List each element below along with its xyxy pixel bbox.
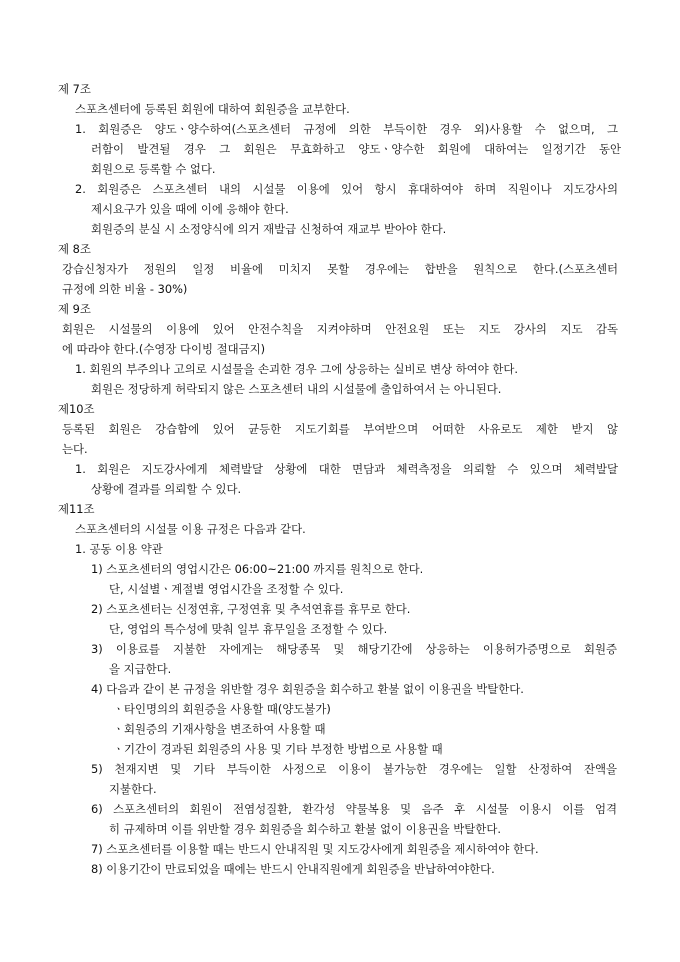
article-11-item-4-bullet-3: ㆍ기간이 경과된 회원증의 사용 및 기타 부정한 방법으로 사용할 때: [113, 742, 443, 756]
article-11-item-2-line-1: 2) 스포츠센터는 신정연휴, 구정연휴 및 추석연휴를 휴무로 한다.: [91, 602, 411, 616]
article-7-item-2-line-1: 2. 회원증은 스포츠센터 내의 시설물 이용에 있어 항시 휴대하여야 하며 직원이나 지도강사의: [75, 182, 618, 196]
article-7-heading: 제 7조: [58, 82, 91, 96]
article-9-item-1-line-2: 회원은 정당하게 허락되지 않은 스포츠센터 내의 시설물에 출입하여서 는 아니된다.: [91, 382, 502, 396]
article-10-item-1-line-1: 1. 회원은 지도강사에게 체력발달 상황에 대한 면담과 체력측정을 의뢰할 수 있으며 체력발달: [75, 462, 618, 476]
article-9-item-1-line-1: 1. 회원의 부주의나 고의로 시설물을 손괴한 경우 그에 상응하는 실비로 변상 하여야 한다.: [75, 362, 519, 376]
article-11-item-7: 7) 스포츠센터를 이용할 때는 반드시 안내직원 및 지도강사에게 회원증을 제시하여야 한다.: [91, 842, 539, 856]
article-7-item-1-line-1: 1. 회원증은 양도ㆍ양수하여(스포츠센터 규정에 의한 부득이한 경우 외)사용할 수 없으며, 그: [75, 122, 618, 136]
article-10-body-line-2: 는다.: [62, 442, 88, 456]
article-10-body-line-1: 등록된 회원은 강습함에 있어 균등한 지도기회를 부여받으며 어떠한 사유로도 제한 받지 않: [62, 422, 618, 436]
article-11-item-5-line-1: 5) 천재지변 및 기타 부득이한 사정으로 이용이 불가능한 경우에는 일할 산정하여 잔액을: [91, 762, 617, 776]
article-11-item-5-line-2: 지불한다.: [109, 782, 157, 796]
article-11-item-4-bullet-2: ㆍ회원증의 기재사항을 변조하여 사용할 때: [113, 722, 326, 736]
article-8-body-line-2: 규정에 의한 비율 - 30%): [62, 282, 188, 296]
article-9-heading: 제 9조: [58, 302, 91, 316]
article-9-body-line-2: 에 따라야 한다.(수영장 다이빙 절대금지): [62, 342, 266, 356]
article-11-item-4: 4) 다음과 같이 본 규정을 위반할 경우 회원증을 회수하고 환불 없이 이용권을 박탈한다.: [91, 682, 524, 696]
article-11-item-3-line-1: 3) 이용료를 지불한 자에게는 해당종목 및 해당기간에 상응하는 이용허가증명으로 회원증: [91, 642, 617, 656]
article-11-item-1-line-1: 1) 스포츠센터의 영업시간은 06:00~21:00 까지를 원칙으로 한다.: [91, 562, 424, 576]
article-9-body-line-1: 회원은 시설물의 이용에 있어 안전수칙을 지켜야하며 안전요원 또는 지도 강사의 지도 감독: [62, 322, 618, 336]
article-7-item-1-line-3: 회원으로 등록할 수 없다.: [91, 162, 216, 176]
article-10-item-1-line-2: 상황에 결과를 의뢰할 수 있다.: [91, 482, 242, 496]
article-11-item-6-line-2: 히 규제하며 이를 위반할 경우 회원증을 회수하고 환불 없이 이용권을 박탈한다.: [109, 822, 501, 836]
article-7-item-2-line-2: 제시요구가 있을 때에 이에 응해야 한다.: [91, 202, 289, 216]
article-10-heading: 제10조: [58, 402, 95, 416]
article-11-item-4-bullet-1: ㆍ타인명의의 회원증을 사용할 때(양도불가): [113, 702, 331, 716]
article-11-item-3-line-2: 을 지급한다.: [109, 662, 172, 676]
article-11-item-2-line-2: 단, 영업의 특수성에 맞춰 일부 휴무일을 조정할 수 있다.: [109, 622, 388, 636]
article-7-item-2-line-3: 회원증의 분실 시 소정양식에 의거 재발급 신청하여 재교부 받아야 한다.: [91, 222, 447, 236]
article-7-item-1-line-2: 러함이 발견될 경우 그 회원은 무효화하고 양도ㆍ양수한 회원에 대하여는 일정기간 동안: [91, 142, 621, 156]
article-7-intro: 스포츠센터에 등록된 회원에 대하여 회원증을 교부한다.: [75, 102, 350, 116]
article-11-heading: 제11조: [58, 502, 95, 516]
article-8-heading: 제 8조: [58, 242, 91, 256]
article-11-item-8: 8) 이용기간이 만료되었을 때에는 반드시 안내직원에게 회원증을 반납하여야한다.: [91, 862, 495, 876]
article-8-body-line-1: 강습신청자가 정원의 일정 비율에 미치지 못할 경우에는 합반을 원칙으로 한다.(스포츠센터: [62, 262, 618, 276]
article-11-item-6-line-1: 6) 스포츠센터의 회원이 전염성질환, 환각성 약물복용 및 음주 후 시설물 이용시 이를 엄격: [91, 802, 617, 816]
article-11-section-1-title: 1. 공동 이용 약관: [75, 542, 163, 556]
article-11-intro: 스포츠센터의 시설물 이용 규정은 다음과 같다.: [75, 522, 306, 536]
article-11-item-1-line-2: 단, 시설별ㆍ계절별 영업시간을 조정할 수 있다.: [109, 582, 344, 596]
